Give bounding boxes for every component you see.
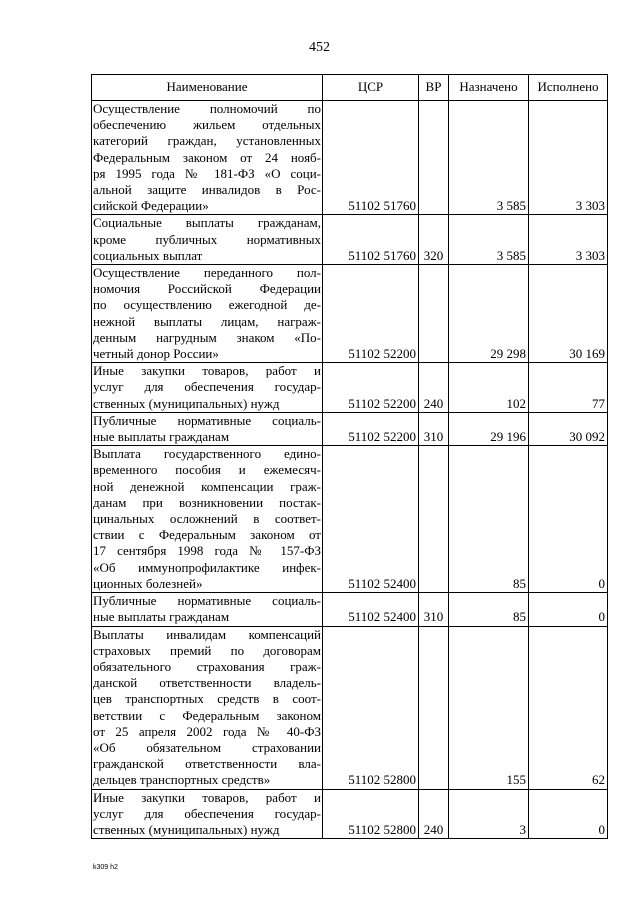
row-name: [92, 593, 323, 626]
row-executed: 77: [529, 363, 608, 413]
row-vr: 320: [419, 215, 449, 265]
row-csr: 51102 52200: [323, 363, 419, 413]
row-name-line: гражданской ответственности вла-: [93, 756, 321, 772]
row-name-line: альной защите инвалидов в Рос-: [93, 182, 321, 198]
row-name-line: Осуществление полномочий по: [93, 101, 321, 116]
row-name: [92, 789, 323, 839]
table-row: [92, 593, 608, 626]
row-csr: 51102 52200: [323, 412, 419, 445]
header-csr: ЦСР: [323, 75, 419, 101]
row-csr: 51102 51760: [323, 215, 419, 265]
budget-table: [91, 74, 608, 839]
row-name-line: ной денежной компенсации граж-: [93, 478, 321, 494]
row-assigned: 85: [449, 446, 529, 593]
row-name: [92, 626, 323, 789]
row-name: [92, 446, 323, 593]
table-row: [92, 626, 608, 789]
row-name-line: социальных выплат: [93, 247, 203, 263]
header-executed: Исполнено: [529, 75, 608, 101]
row-name-line: 17 сентября 1998 года № 157-ФЗ: [93, 543, 321, 559]
row-csr: 51102 52400: [323, 446, 419, 593]
table-row: [92, 101, 608, 215]
row-executed: 3 303: [529, 101, 608, 215]
row-csr: 51102 52400: [323, 593, 419, 626]
row-name-line: данской ответственности владель-: [93, 675, 321, 691]
row-name-line: обеспечению жильем отдельных: [93, 117, 321, 133]
row-executed: 0: [529, 593, 608, 626]
row-name-line: ря 1995 года № 181-ФЗ «О соци-: [93, 165, 321, 181]
header-vr: ВР: [419, 75, 449, 101]
row-executed: 0: [529, 789, 608, 839]
row-name-line: ветствии с Федеральным законом: [93, 707, 321, 723]
table-row: [92, 412, 608, 445]
row-name-line: цев транспортных средств в соот-: [93, 691, 321, 707]
row-name-line: категорий граждан, установленных: [93, 133, 321, 149]
row-executed: 30 169: [529, 265, 608, 363]
table-row: [92, 789, 608, 839]
row-name-line: временного пособия и ежемесяч-: [93, 462, 321, 478]
row-vr: [419, 265, 449, 363]
row-assigned: 3 585: [449, 101, 529, 215]
row-vr: [419, 101, 449, 215]
table-row: [92, 446, 608, 593]
row-assigned: 3 585: [449, 215, 529, 265]
row-name-line: цинальных осложнений в соответ-: [93, 511, 321, 527]
row-name-line: четный донор России»: [93, 346, 219, 362]
row-vr: [419, 626, 449, 789]
row-assigned: 29 196: [449, 412, 529, 445]
header-name: Наименование: [92, 75, 323, 101]
row-name-line: денным нагрудным знаком «По-: [93, 329, 321, 345]
row-name-line: сийской Федерации»: [93, 198, 209, 214]
table-row: [92, 363, 608, 413]
header-assigned: Назначено: [449, 75, 529, 101]
row-vr: 310: [419, 412, 449, 445]
row-name: [92, 215, 323, 265]
row-name: [92, 363, 323, 413]
table-row: [92, 265, 608, 363]
row-name-line: Публичные нормативные социаль-: [93, 593, 321, 609]
row-name-line: Выплата государственного едино-: [93, 446, 321, 462]
row-csr: 51102 52200: [323, 265, 419, 363]
row-name: [92, 265, 323, 363]
row-name-line: Иные закупки товаров, работ и: [93, 363, 321, 379]
row-name-line: ные выплаты гражданам: [93, 429, 230, 445]
row-csr: 51102 52800: [323, 626, 419, 789]
row-assigned: 85: [449, 593, 529, 626]
page-number: 452: [309, 40, 330, 55]
row-name-line: Осуществление переданного пол-: [93, 265, 321, 281]
row-name-line: «Об обязательном страховании: [93, 739, 321, 755]
row-csr: 51102 51760: [323, 101, 419, 215]
row-csr: 51102 52800: [323, 789, 419, 839]
table-row: [92, 215, 608, 265]
row-name-line: дельцев транспортных средств»: [93, 772, 271, 788]
row-name-line: Выплаты инвалидам компенсаций: [93, 626, 321, 642]
footer-code: k309 h2: [93, 864, 118, 871]
row-executed: 62: [529, 626, 608, 789]
row-name-line: услуг для обеспечения государ-: [93, 805, 321, 821]
row-name-line: номочия Российской Федерации: [93, 281, 321, 297]
row-name-line: Социальные выплаты гражданам,: [93, 215, 321, 231]
row-name-line: услуг для обеспечения государ-: [93, 379, 321, 395]
row-executed: 0: [529, 446, 608, 593]
row-name-line: от 25 апреля 2002 года № 40-ФЗ: [93, 723, 321, 739]
row-name-line: кроме публичных нормативных: [93, 231, 321, 247]
row-name-line: страховых премий по договорам: [93, 642, 321, 658]
row-name: [92, 412, 323, 445]
row-vr: 310: [419, 593, 449, 626]
row-name-line: Федеральным законом от 24 нояб-: [93, 149, 321, 165]
row-name-line: по осуществлению ежегодной де-: [93, 297, 321, 313]
row-assigned: 155: [449, 626, 529, 789]
row-executed: 3 303: [529, 215, 608, 265]
row-name-line: Иные закупки товаров, работ и: [93, 789, 321, 805]
row-vr: 240: [419, 789, 449, 839]
row-assigned: 3: [449, 789, 529, 839]
row-vr: 240: [419, 363, 449, 413]
row-assigned: 29 298: [449, 265, 529, 363]
row-name-line: ственных (муниципальных) нужд: [93, 395, 280, 411]
row-name-line: данам при возникновении постак-: [93, 494, 321, 510]
row-assigned: 102: [449, 363, 529, 413]
row-vr: [419, 446, 449, 593]
row-name-line: ственных (муниципальных) нужд: [93, 821, 280, 837]
row-name-line: нежной выплаты лицам, награж-: [93, 313, 321, 329]
row-name-line: ные выплаты гражданам: [93, 609, 230, 625]
row-executed: 30 092: [529, 412, 608, 445]
row-name-line: ционных болезней»: [93, 575, 203, 591]
row-name-line: «Об иммунопрофилактике инфек-: [93, 559, 321, 575]
table-header-row: [92, 75, 608, 101]
row-name-line: Публичные нормативные социаль-: [93, 412, 321, 428]
row-name-line: ствии с Федеральным законом от: [93, 527, 321, 543]
row-name: [92, 101, 323, 215]
row-name-line: обязательного страхования граж-: [93, 658, 321, 674]
